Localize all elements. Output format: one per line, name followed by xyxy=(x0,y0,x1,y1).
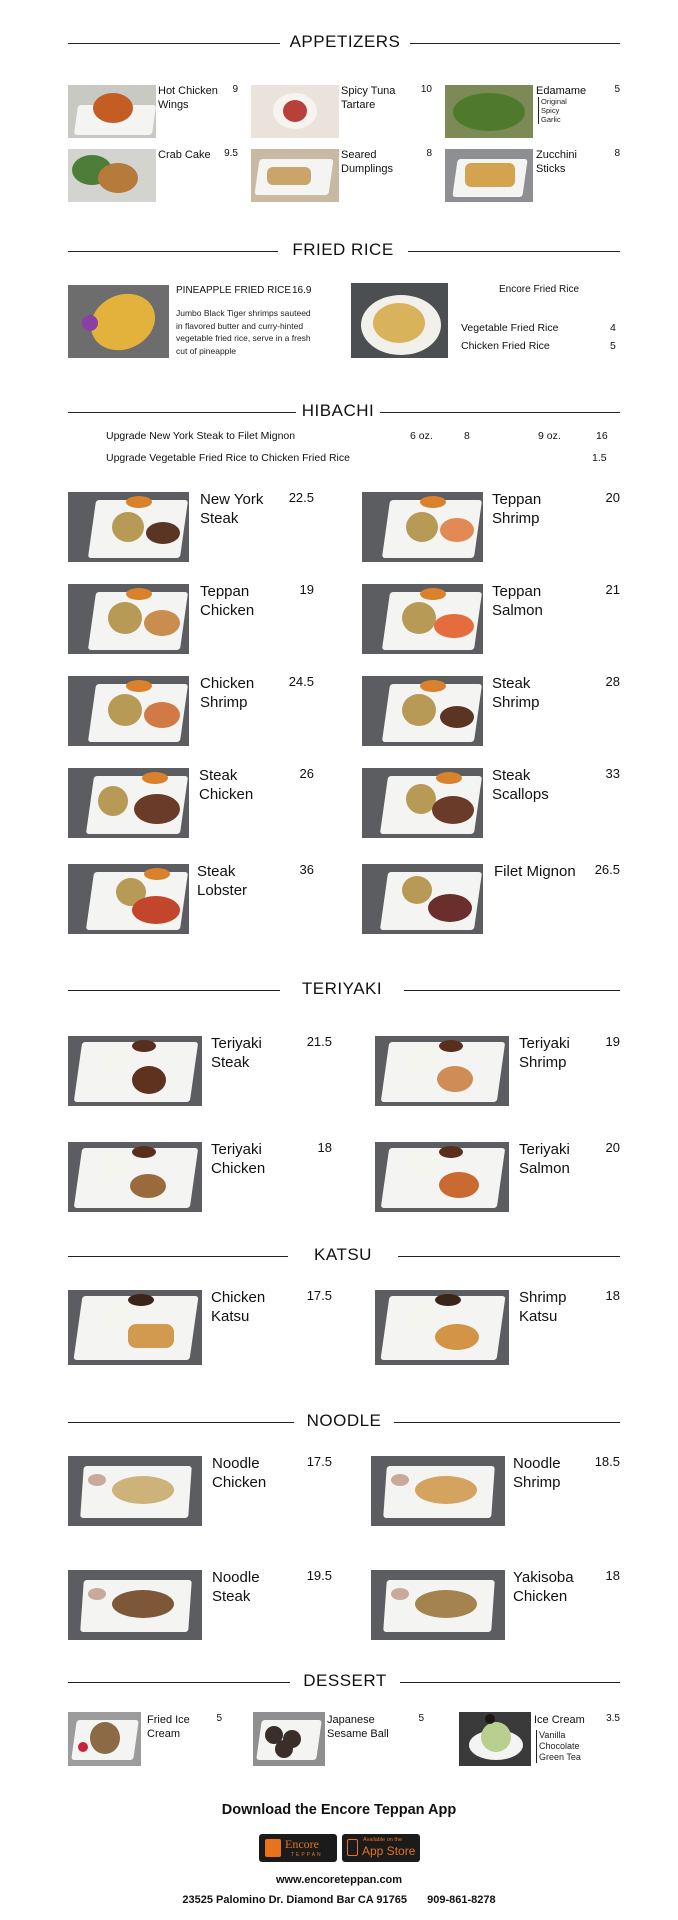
food-photo xyxy=(68,1456,202,1526)
phone-icon xyxy=(347,1839,358,1856)
food-photo xyxy=(68,1290,202,1365)
menu-item-name: Teriyaki Chicken xyxy=(211,1141,266,1177)
divider xyxy=(68,412,296,413)
divider xyxy=(394,1422,620,1423)
food-photo xyxy=(375,1142,509,1212)
menu-item-price: 10 xyxy=(420,84,432,95)
encore-logo-icon xyxy=(265,1839,281,1857)
option-list xyxy=(538,97,567,124)
app-store-badge[interactable] xyxy=(342,1834,420,1862)
menu-item-price: 17.5 xyxy=(306,1288,332,1303)
option-item: Spicy xyxy=(541,106,560,115)
pineapple-fried-rice-description: Jumbo Black Tiger shrimps sauteed in flavored butter and curry-hinted vegetable fried rice, serve in a fresh cut of pineapple xyxy=(176,308,311,356)
food-photo xyxy=(445,85,533,138)
menu-item-name: Teriyaki Shrimp xyxy=(519,1035,570,1071)
upgrade-price: 16 xyxy=(596,430,608,442)
divider xyxy=(68,1422,294,1423)
food-photo xyxy=(351,283,448,358)
section-title-katsu: KATSU xyxy=(314,1245,372,1264)
food-photo xyxy=(375,1036,509,1106)
food-photo xyxy=(362,768,483,838)
divider xyxy=(404,990,620,991)
menu-item-price: 9.5 xyxy=(224,148,238,159)
menu-item-price: 3.5 xyxy=(606,1713,620,1724)
menu-item-price: 28 xyxy=(605,674,620,689)
menu-item-name: Filet Mignon xyxy=(494,863,576,880)
menu-item-price: 24.5 xyxy=(288,674,314,689)
contact-line xyxy=(0,1894,678,1906)
menu-item-name: Zucchini Sticks xyxy=(536,149,577,175)
divider xyxy=(380,412,620,413)
menu-item-price: 8 xyxy=(426,148,432,159)
upgrade-size: 6 oz. xyxy=(410,430,433,442)
phone-number[interactable]: 909-861-8278 xyxy=(427,1894,496,1906)
food-photo xyxy=(459,1712,531,1766)
menu-item-name: Chicken Fried Rice xyxy=(461,340,550,352)
menu-item-price: 18 xyxy=(605,1288,620,1303)
app-store-small-label: Available on the xyxy=(363,1837,403,1843)
menu-item-name: Fried Ice Cream xyxy=(147,1714,190,1740)
menu-item-price: 5 xyxy=(610,340,616,352)
pineapple-fried-rice-name: PINEAPPLE FRIED RICE xyxy=(176,285,292,296)
upgrade-size: 9 oz. xyxy=(538,430,561,442)
divider xyxy=(400,1682,620,1683)
food-photo xyxy=(68,492,189,562)
upgrade-rice-label: Upgrade Vegetable Fried Rice to Chicken Fried Rice xyxy=(106,452,350,464)
option-item: Garlic xyxy=(541,115,561,124)
encore-app-badge[interactable] xyxy=(259,1834,337,1862)
option-list xyxy=(536,1730,581,1763)
menu-item-name: Spicy Tuna Tartare xyxy=(341,85,396,111)
menu-item-name: Yakisoba Chicken xyxy=(513,1569,574,1605)
option-item: Original xyxy=(541,97,567,106)
food-photo xyxy=(68,149,156,202)
upgrade-price: 8 xyxy=(464,430,470,442)
menu-item-name: Teppan Chicken xyxy=(200,583,255,619)
section-title-hibachi: HIBACHI xyxy=(301,401,375,420)
menu-item-price: 19 xyxy=(299,582,314,597)
app-store-label: App Store xyxy=(362,1844,416,1858)
menu-item-name: Steak Lobster xyxy=(197,863,248,899)
menu-item-name: Teriyaki Salmon xyxy=(519,1141,570,1177)
food-photo xyxy=(68,1036,202,1106)
menu-item-name: Steak Scallops xyxy=(492,767,549,803)
menu-item-name: Teppan Salmon xyxy=(492,583,543,619)
website-link[interactable]: www.encoreteppan.com xyxy=(275,1874,403,1886)
address: 23525 Palomino Dr. Diamond Bar CA 91765 xyxy=(182,1894,407,1906)
food-photo xyxy=(68,285,169,358)
option-item: Vanilla xyxy=(539,1730,566,1740)
menu-item-name: Hot Chicken Wings xyxy=(158,85,218,111)
section-title-teriyaki: TERIYAKI xyxy=(301,979,383,998)
menu-item-name: Steak Shrimp xyxy=(492,675,540,711)
food-photo xyxy=(68,85,156,138)
menu-item-price: 20 xyxy=(605,1140,620,1155)
divider xyxy=(68,251,278,252)
menu-item-price: 36 xyxy=(299,862,314,877)
menu-item-price: 8 xyxy=(614,148,620,159)
menu-item-price: 22.5 xyxy=(288,490,314,505)
menu-item-name: Crab Cake xyxy=(158,149,211,161)
menu-item-name: Teriyaki Steak xyxy=(211,1035,262,1071)
download-app-heading: Download the Encore Teppan App xyxy=(221,1802,457,1818)
menu-item-price: 26.5 xyxy=(594,862,620,877)
food-photo xyxy=(362,492,483,562)
pineapple-fried-rice-price: 16.9 xyxy=(292,285,312,296)
section-title-fried-rice: FRIED RICE xyxy=(292,240,394,259)
upgrade-price: 1.5 xyxy=(592,452,607,464)
food-photo xyxy=(375,1290,509,1365)
menu-item-name: Noodle Shrimp xyxy=(513,1455,561,1491)
menu-item-price: 33 xyxy=(605,766,620,781)
section-title-dessert: DESSERT xyxy=(303,1671,387,1690)
option-item: Green Tea xyxy=(539,1752,581,1762)
menu-item-name: Vegetable Fried Rice xyxy=(461,322,559,334)
upgrade-steak-label: Upgrade New York Steak to Filet Mignon xyxy=(106,430,296,442)
food-photo xyxy=(362,676,483,746)
food-photo xyxy=(68,864,189,934)
divider xyxy=(398,1256,620,1257)
food-photo xyxy=(68,584,189,654)
encore-badge-label: Encore xyxy=(285,1837,319,1851)
menu-item-name: Chicken Katsu xyxy=(211,1289,266,1325)
food-photo xyxy=(445,149,533,202)
food-photo xyxy=(362,584,483,654)
menu-item-price: 21.5 xyxy=(306,1034,332,1049)
menu-item-name: New York Steak xyxy=(200,491,264,527)
food-photo xyxy=(371,1456,505,1526)
food-photo xyxy=(251,149,339,202)
menu-item-price: 18 xyxy=(605,1568,620,1583)
menu-item-price: 5 xyxy=(216,1713,222,1724)
menu-item-price: 19 xyxy=(605,1034,620,1049)
menu-item-price: 19.5 xyxy=(306,1568,332,1583)
menu-item-name: Shrimp Katsu xyxy=(519,1289,567,1325)
section-title-appetizers: APPETIZERS xyxy=(289,32,401,51)
divider xyxy=(68,1256,288,1257)
divider xyxy=(408,251,620,252)
option-item: Chocolate xyxy=(539,1741,580,1751)
menu-item-name: Noodle Steak xyxy=(212,1569,260,1605)
food-photo xyxy=(371,1570,505,1640)
divider xyxy=(68,1682,290,1683)
menu-item-name: Ice Cream xyxy=(534,1714,585,1726)
menu-item-name: Chicken Shrimp xyxy=(200,675,255,711)
menu-item-price: 18 xyxy=(317,1140,332,1155)
menu-item-name: Edamame xyxy=(536,85,587,97)
food-photo xyxy=(68,768,189,838)
food-photo xyxy=(68,676,189,746)
food-photo xyxy=(251,85,339,138)
food-photo xyxy=(68,1712,141,1766)
section-title-noodle: NOODLE xyxy=(306,1411,382,1430)
menu-item-price: 20 xyxy=(605,490,620,505)
menu-item-price: 17.5 xyxy=(306,1454,332,1469)
menu-item-price: 4 xyxy=(610,322,616,334)
divider xyxy=(68,990,280,991)
food-photo xyxy=(68,1570,202,1640)
menu-item-price: 26 xyxy=(299,766,314,781)
menu-item-price: 18.5 xyxy=(594,1454,620,1469)
menu-item-name: Teppan Shrimp xyxy=(492,491,542,527)
food-photo xyxy=(253,1712,325,1766)
encore-badge-sub: TEPPAN xyxy=(291,1852,323,1858)
divider xyxy=(68,43,280,44)
menu-item-price: 21 xyxy=(605,582,620,597)
menu-item-name: Seared Dumplings xyxy=(341,149,393,175)
food-photo xyxy=(68,1142,202,1212)
menu-item-name: Noodle Chicken xyxy=(212,1455,267,1491)
food-photo xyxy=(362,864,483,934)
menu-item-name: Japanese Sesame Ball xyxy=(327,1714,389,1740)
menu-item-price: 5 xyxy=(418,1713,424,1724)
menu-item-name: Steak Chicken xyxy=(199,767,254,803)
menu-item-price: 5 xyxy=(614,84,620,95)
encore-fried-rice-title: Encore Fried Rice xyxy=(499,284,580,295)
divider xyxy=(410,43,620,44)
menu-item-price: 9 xyxy=(232,84,238,95)
